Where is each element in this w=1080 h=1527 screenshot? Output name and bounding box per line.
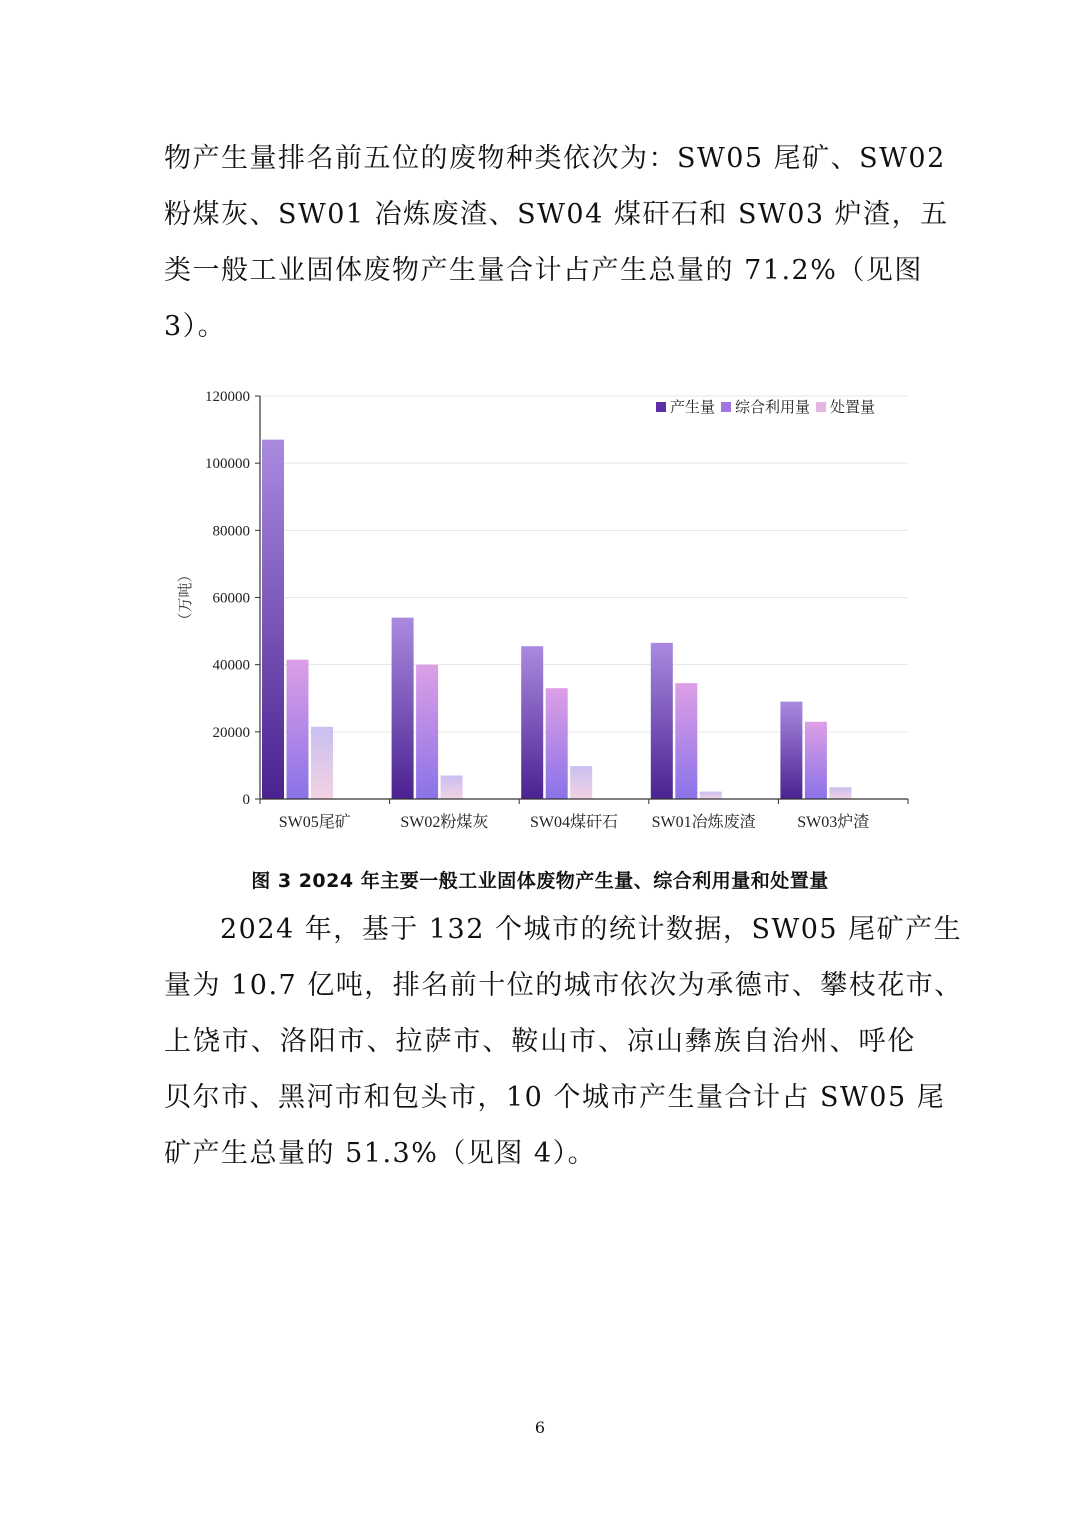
bar-1-2 [546,688,568,799]
x-tick-label: SW01冶炼废渣 [651,814,756,831]
bar-0-3 [651,643,673,799]
bar-2-4 [829,787,851,799]
bar-chart [160,380,940,850]
legend-label-2: 处置量 [830,400,876,416]
chart-gridlines [260,396,908,732]
paragraph-2-line-2: 量为 10.7 亿吨，排名前十位的城市依次为承德市、攀枝花市、 [164,970,963,1001]
x-tick-label: SW02粉煤灰 [400,814,489,831]
chart-bars [262,440,851,799]
legend-label-0: 产生量 [670,400,716,416]
y-tick-label: 0 [242,792,250,808]
bar-0-4 [780,702,802,799]
bar-1-4 [805,722,827,799]
legend-label-1: 综合利用量 [735,400,811,416]
bar-chart-svg [160,380,940,850]
bar-0-2 [521,646,543,799]
bar-0-1 [392,618,414,799]
paragraph-2-line-3: 上饶市、洛阳市、拉萨市、鞍山市、凉山彝族自治州、呼伦 [164,1026,916,1057]
x-tick-label: SW03炉渣 [797,814,870,831]
bar-2-2 [570,766,592,799]
y-tick-label: 100000 [205,456,250,473]
y-tick-label: 60000 [212,590,250,607]
y-axis-label: （万吨） [178,567,194,628]
paragraph-2 [164,902,963,1182]
chart-legend [656,399,875,416]
paragraph-2-line-5: 矿产生总量的 51.3%（见图 4）。 [164,1138,597,1169]
bar-1-0 [287,660,309,799]
y-tick-label: 120000 [205,389,250,405]
bar-2-0 [311,727,333,799]
paragraph-1-line-1: 物产生量排名前五位的废物种类依次为：SW05 尾矿、SW02 [164,143,946,174]
bar-1-3 [675,683,697,799]
legend-swatch-0 [656,402,666,412]
legend-swatch-2 [816,402,826,412]
figure-caption: 图 3 2024 年主要一般工业固体废物产生量、综合利用量和处置量 [251,870,829,892]
paragraph-2-line-4: 贝尔市、黑河市和包头市，10 个城市产生量合计占 SW05 尾 [164,1082,946,1113]
bar-0-0 [262,440,284,799]
bar-2-3 [700,792,722,799]
x-tick-label: SW04煤矸石 [529,814,619,831]
y-tick-label: 40000 [212,657,250,674]
legend-swatch-1 [721,402,731,412]
paragraph-1-line-3: 类一般工业固体废物产生量合计占产生总量的 71.2%（见图 [164,255,923,286]
bar-1-1 [416,665,438,799]
y-tick-label: 80000 [212,523,250,540]
paragraph-1-line-4: 3）。 [164,311,227,342]
x-tick-label: SW05尾矿 [278,814,351,831]
paragraph-2-line-1: 2024 年，基于 132 个城市的统计数据，SW05 尾矿产生 [220,914,963,945]
paragraph-1-line-2: 粉煤灰、SW01 冶炼废渣、SW04 煤矸石和 SW03 炉渣，五 [164,199,949,230]
paragraph-1 [164,131,949,355]
y-tick-label: 20000 [212,724,250,741]
page-number: 6 [534,1418,546,1437]
bar-2-1 [441,775,463,799]
